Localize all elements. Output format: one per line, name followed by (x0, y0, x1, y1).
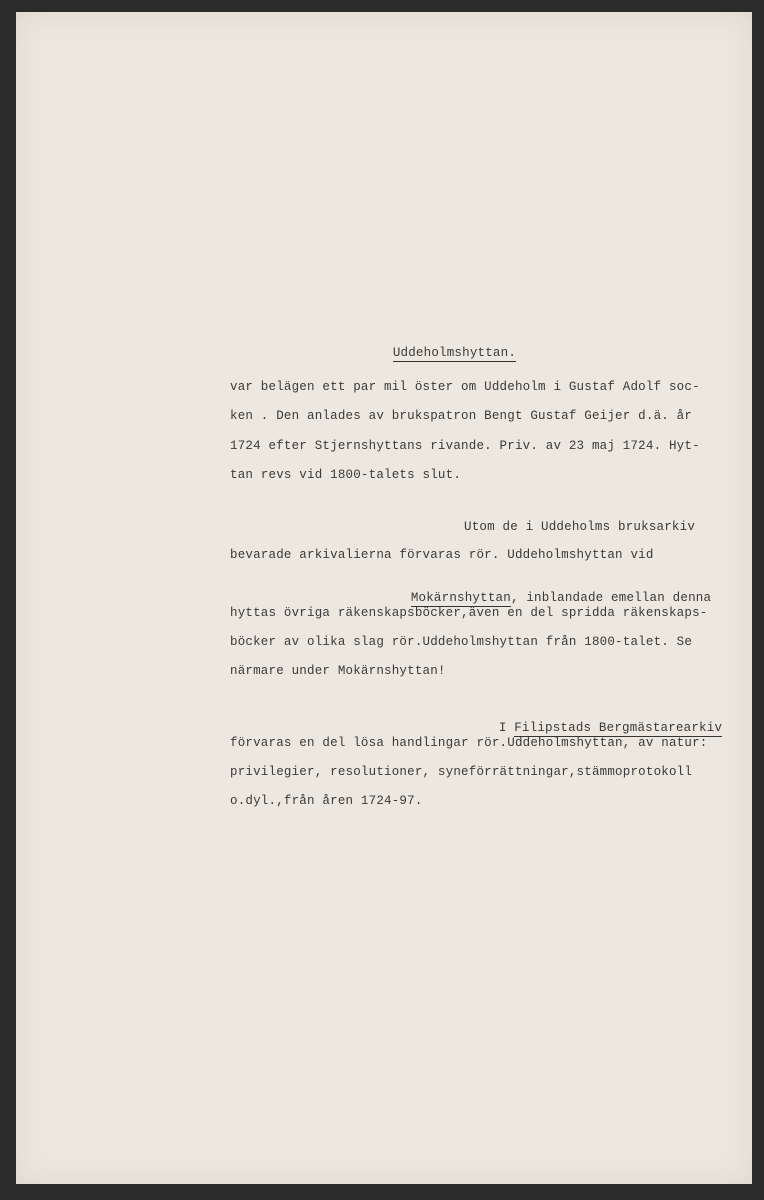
document-page (16, 12, 752, 1184)
para2-text: , inblandade emellan denna (510, 591, 712, 605)
para3-line: förvaras en del lösa handlingar rör.Uddeholmshyttan, av natur: (230, 736, 708, 750)
para2-line: Utom de i Uddeholms bruksarkiv (464, 520, 696, 534)
reference-mokarnshyttan: Mokärnshyttan (410, 591, 511, 605)
para1-line: ken . Den anlades av brukspatron Bengt Gustaf Geijer d.ä. år (230, 409, 693, 423)
document-title (362, 332, 516, 374)
para1-line: tan revs vid 1800-talets slut. (230, 468, 462, 482)
para2-line: böcker av olika slag rör.Uddeholmshyttan från 1800-talet. Se (230, 635, 693, 649)
para2-line: hyttas övriga räkenskapsböcker,även en del spridda räkenskaps- (230, 606, 708, 620)
para3-line: privilegier, resolutioner, syneförrättningar,stämmoprotokoll (230, 765, 693, 779)
para3-line: o.dyl.,från åren 1724-97. (230, 794, 423, 808)
title-text: Uddeholmshyttan. (392, 346, 517, 360)
para3-prefix: I (498, 721, 515, 735)
para2-line: närmare under Mokärnshyttan! (230, 664, 446, 678)
para1-line: 1724 efter Stjernshyttans rivande. Priv. av 23 maj 1724. Hyt- (230, 439, 700, 453)
reference-filipstads: Filipstads Bergmästarearkiv (514, 721, 723, 735)
para2-line: bevarade arkivalierna förvaras rör. Uddeholmshyttan vid (230, 548, 654, 562)
para1-line: var belägen ett par mil öster om Uddeholm i Gustaf Adolf soc- (230, 380, 700, 394)
